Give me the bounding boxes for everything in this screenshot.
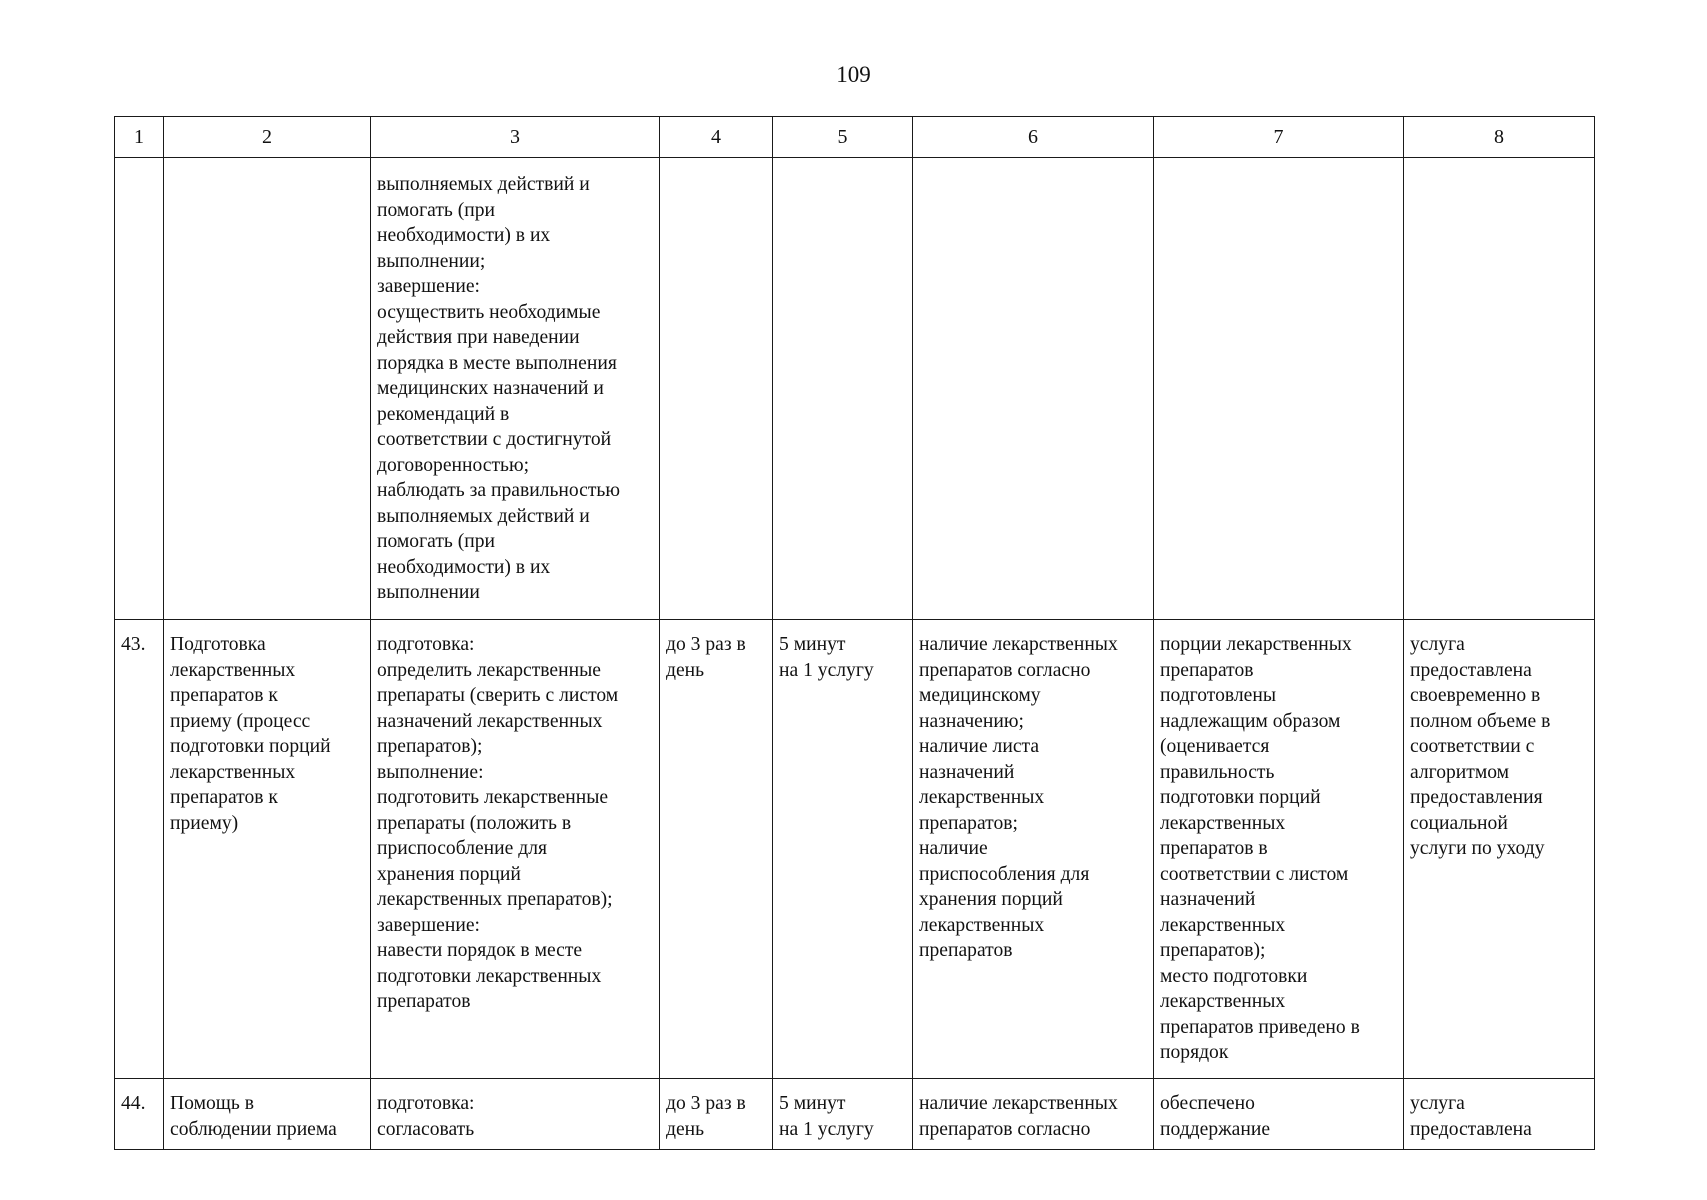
cell-service-name [164, 158, 371, 620]
cell-actions: подготовка: согласовать [371, 1079, 660, 1150]
header-cell: 6 [913, 117, 1154, 158]
header-cell: 1 [115, 117, 164, 158]
page-number: 109 [836, 62, 871, 87]
table-row [115, 1079, 1595, 1150]
header-cell: 5 [773, 117, 913, 158]
header-cell: 3 [371, 117, 660, 158]
table-row [115, 158, 1595, 620]
table-row [115, 620, 1595, 1079]
cell-number: 44. [115, 1079, 164, 1150]
cell-duration: 5 минут на 1 услугу [773, 620, 913, 1079]
header-cell: 7 [1154, 117, 1404, 158]
cell-result: обеспечено поддержание [1154, 1079, 1404, 1150]
header-cell: 4 [660, 117, 773, 158]
cell-number: 43. [115, 620, 164, 1079]
cell-duration: 5 минут на 1 услугу [773, 1079, 913, 1150]
table-header-row [115, 117, 1595, 158]
cell-conditions: наличие лекарственных препаратов согласно медицинскому назначению; наличие листа назначений лекарственных препаратов; наличие приспособления для хранения порций лекарственных препаратов [913, 620, 1154, 1079]
services-table [114, 116, 1595, 1150]
cell-frequency: до 3 раз в день [660, 1079, 773, 1150]
cell-result [1154, 158, 1404, 620]
cell-duration [773, 158, 913, 620]
header-cell: 8 [1404, 117, 1595, 158]
cell-service-name: Помощь в соблюдении приема [164, 1079, 371, 1150]
cell-assessment: услуга предоставлена своевременно в полном объеме в соответствии с алгоритмом предоставления социальной услуги по уходу [1404, 620, 1595, 1079]
cell-result: порции лекарственных препаратов подготовлены надлежащим образом (оценивается правильность подготовки порций лекарственных препаратов в соответствии с листом назначений лекарственных препаратов); место подготовки лекарственных препаратов приведено в порядок [1154, 620, 1404, 1079]
cell-conditions [913, 158, 1154, 620]
cell-conditions: наличие лекарственных препаратов согласно [913, 1079, 1154, 1150]
cell-frequency: до 3 раз в день [660, 620, 773, 1079]
cell-assessment [1404, 158, 1595, 620]
cell-actions: выполняемых действий и помогать (при необходимости) в их выполнении; завершение: осуществить необходимые действия при наведении порядка в месте выполнения медицинских назначений и рекомендаций в соответствии с достигнутой договоренностью; наблюдать за правильностью выполняемых действий и помогать (при необходимости) в их выполнении [371, 158, 660, 620]
cell-actions: подготовка: определить лекарственные препараты (сверить с листом назначений лекарственных препаратов); выполнение: подготовить лекарственные препараты (положить в приспособление для хранения порций лекарственных препаратов); завершение: навести порядок в месте подготовки лекарственных препаратов [371, 620, 660, 1079]
cell-frequency [660, 158, 773, 620]
cell-assessment: услуга предоставлена [1404, 1079, 1595, 1150]
cell-number [115, 158, 164, 620]
header-cell: 2 [164, 117, 371, 158]
cell-service-name: Подготовка лекарственных препаратов к приему (процесс подготовки порций лекарственных препаратов к приему) [164, 620, 371, 1079]
